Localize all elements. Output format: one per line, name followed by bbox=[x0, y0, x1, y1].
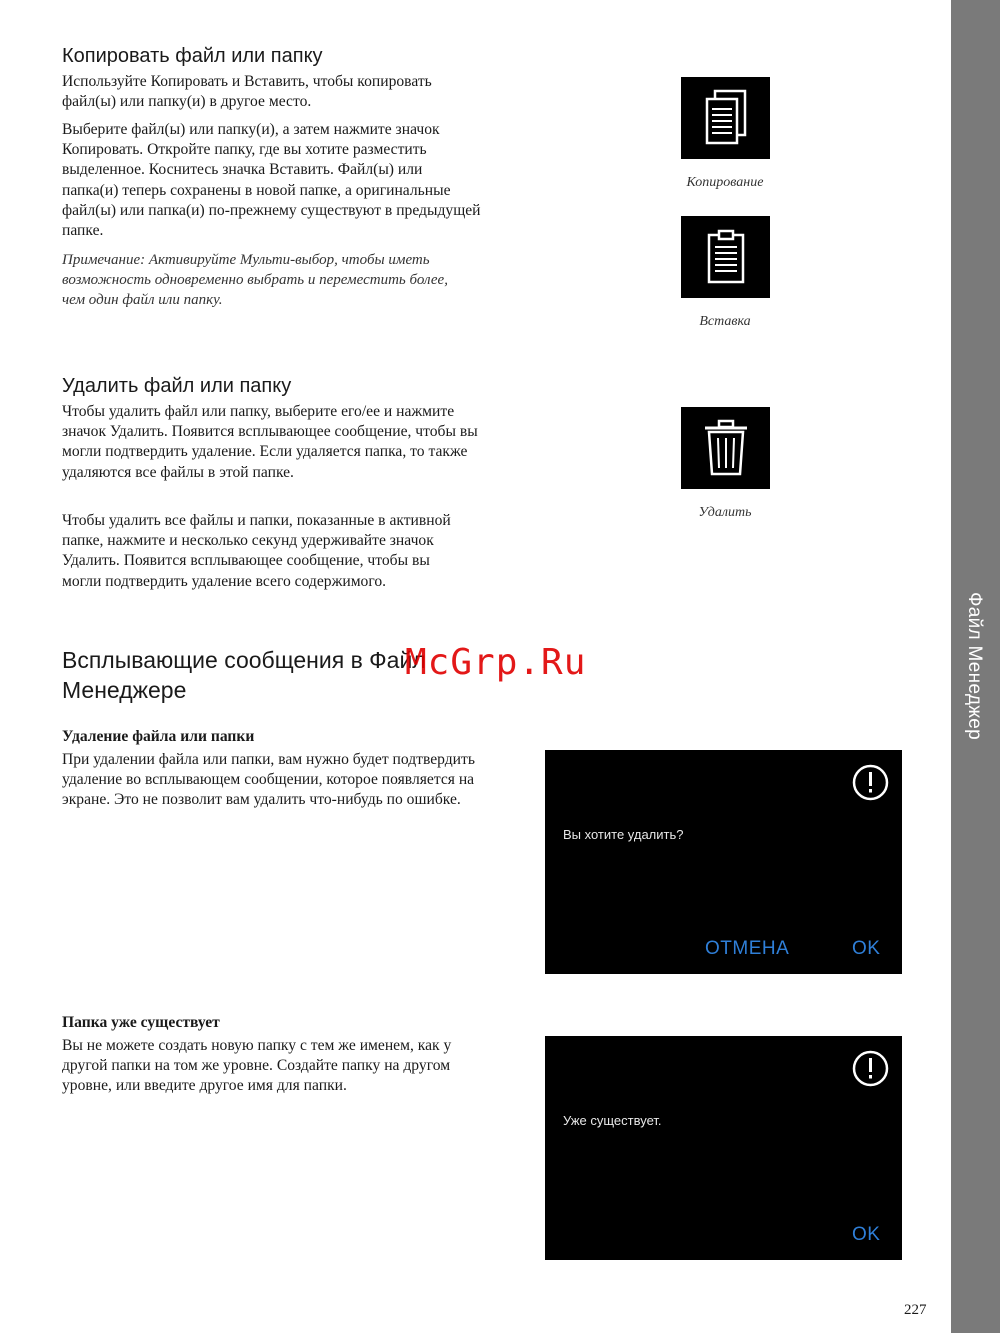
exists-popup-subheading: Папка уже существует bbox=[62, 1014, 220, 1031]
folder-exists-message: Уже существует. bbox=[563, 1113, 662, 1128]
copy-heading: Копировать файл или папку bbox=[62, 45, 323, 67]
side-tab-label: Файл Менеджер bbox=[964, 591, 985, 741]
copy-icon bbox=[681, 77, 770, 159]
delete-paragraph-1: Чтобы удалить файл или папку, выберите его/ее и нажмите значок Удалить. Появится всплывающее сообщение, чтобы вы могли подтвердить удаление. Если удаляется папка, то также удаляются все файлы в этой папке. bbox=[62, 403, 478, 481]
copy-paragraph-2: Выберите файл(ы) или папку(и), а затем нажмите значок Копировать. Откройте папку, где вы хотите разместить выделенное. Коснитесь значка Вставить. Файл(ы) или папка(и) теперь сохранены в новой папке, а оригинальные файл(ы) или папка(и) по-прежнему существуют в предыдущей папке. bbox=[62, 121, 481, 240]
copy-paragraph-1: Используйте Копировать и Вставить, чтобы копировать файл(ы) или папку(и) в другое место. bbox=[62, 73, 432, 111]
copy-caption: Копирование bbox=[686, 175, 764, 190]
paste-icon bbox=[681, 216, 770, 298]
page-number: 227 bbox=[904, 1302, 927, 1318]
delete-confirm-screen bbox=[545, 750, 902, 974]
ok-button[interactable]: OK bbox=[852, 938, 881, 959]
delete-popup-text: При удалении файла или папки, вам нужно будет подтвердить удаление во всплывающем сообщении, которое появляется на экране. Это не позволит вам удалить что-нибудь по ошибке. bbox=[62, 751, 475, 809]
delete-caption: Удалить bbox=[698, 505, 752, 520]
folder-exists-screen bbox=[545, 1036, 902, 1260]
delete-confirm-message: Вы хотите удалить? bbox=[563, 827, 684, 842]
trash-icon bbox=[681, 407, 770, 489]
copy-note: Примечание: Активируйте Мульти-выбор, чтобы иметь возможность одновременно выбрать и переместить более, чем один файл или папку. bbox=[62, 252, 448, 309]
delete-paragraph-2: Чтобы удалить все файлы и папки, показанные в активной папке, нажмите и несколько секунд удерживайте значок Удалить. Появится всплывающее сообщение, чтобы вы могли подтвердить удаление всего содержимого. bbox=[62, 512, 451, 590]
watermark-logo: McGrp.Ru bbox=[405, 642, 587, 683]
alert-icon bbox=[852, 1050, 889, 1087]
paste-caption: Вставка bbox=[699, 314, 751, 329]
popup-heading: Всплывающие сообщения в Файл Менеджере bbox=[62, 647, 426, 703]
delete-heading: Удалить файл или папку bbox=[62, 375, 292, 397]
ok-button[interactable]: OK bbox=[852, 1224, 881, 1245]
exists-popup-text: Вы не можете создать новую папку с тем же именем, как у другой папки на том же уровне. Создайте папку на другом уровне, или введите другое имя для папки. bbox=[62, 1037, 452, 1095]
alert-icon bbox=[852, 764, 889, 801]
delete-popup-subheading: Удаление файла или папки bbox=[62, 728, 255, 745]
cancel-button[interactable]: ОТМЕНА bbox=[705, 938, 790, 959]
